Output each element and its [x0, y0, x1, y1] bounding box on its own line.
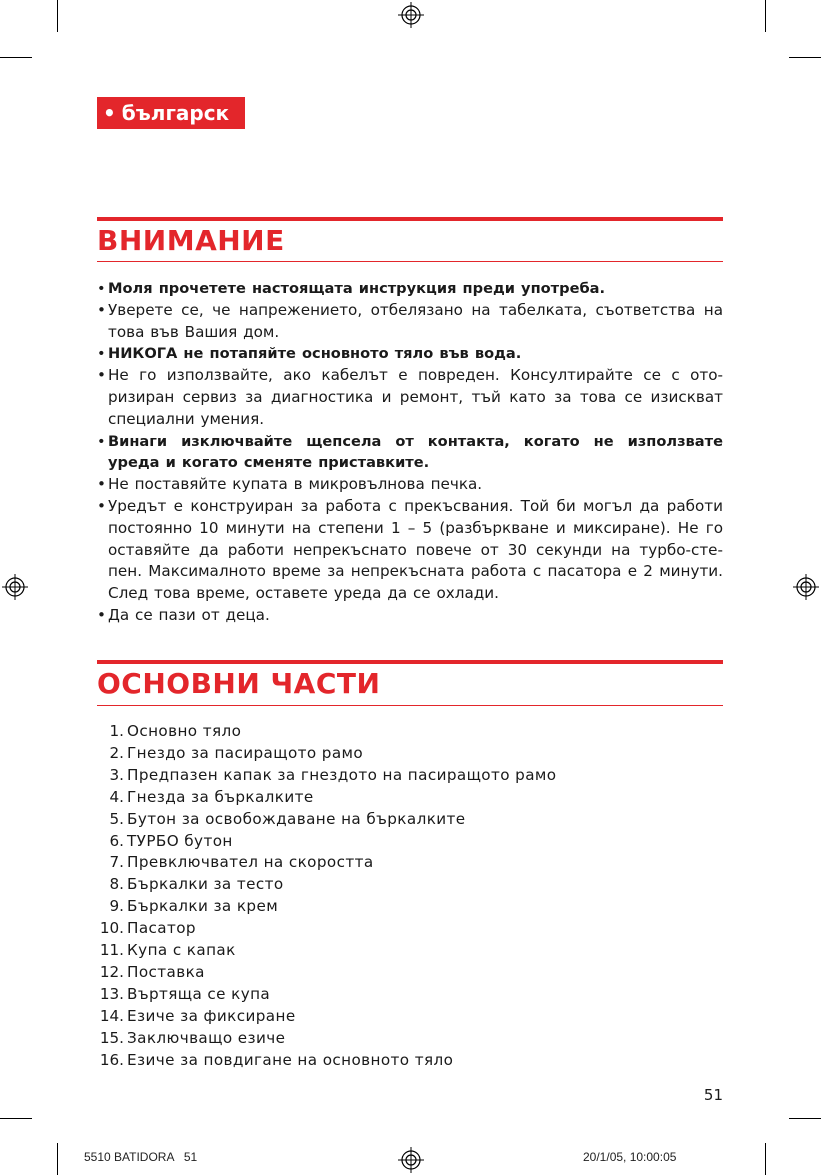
crop-mark [765, 0, 766, 32]
list-item-number: 8. [109, 875, 124, 894]
section-rule [97, 217, 723, 221]
list-item-number: 4. [109, 787, 124, 806]
list-item [97, 1028, 723, 1050]
list-item-number: 2. [109, 743, 124, 762]
warning-item: • Винаги изключвайте щепсела от контакта, когато не използвате уреда и когато сменяте приставките. [97, 431, 723, 475]
warning-item: • Да се пази от деца. [97, 605, 723, 627]
list-item-number: 12. [99, 962, 124, 981]
section-rule [97, 660, 723, 664]
list-item [97, 809, 723, 831]
list-item [97, 984, 723, 1006]
slug-left: 5510 BATIDORA 51 [84, 1150, 198, 1164]
list-item-number: 14. [99, 1006, 124, 1025]
list-item-number: 3. [109, 765, 124, 784]
list-item [97, 1006, 723, 1028]
list-item-number: 11. [99, 941, 124, 960]
list-item-number: 9. [109, 897, 124, 916]
crop-mark [57, 0, 58, 32]
list-item-text: Бъркалки за тесто [127, 875, 284, 894]
list-item-text: Основно тяло [127, 722, 242, 740]
list-item-text: Поставка [127, 962, 205, 981]
warning-item: • Не поставяйте купата в микровълнова печка. [97, 474, 723, 496]
list-item-number: 15. [99, 1028, 124, 1047]
crop-mark [0, 1118, 32, 1119]
list-item [97, 721, 723, 743]
list-item-text: Гнездо за пасиращото рамо [127, 743, 364, 762]
page-number: 51 [703, 1086, 723, 1104]
list-item-text: Пасатор [127, 919, 196, 938]
list-item-text: Въртяща се купа [127, 984, 271, 1003]
list-item-number: 13. [99, 984, 124, 1003]
list-item [97, 765, 723, 787]
crop-mark [765, 1143, 766, 1175]
list-item [97, 918, 723, 940]
slug-right: 20/1/05, 10:00:05 [583, 1150, 677, 1164]
language-tab-bullet: • [103, 101, 116, 125]
list-item [97, 787, 723, 809]
list-item-text: Бъркалки за крем [127, 897, 279, 916]
list-item-text: ТУРБО бутон [127, 831, 233, 850]
list-item [97, 896, 723, 918]
warning-item: • НИКОГА не потапяйте основното тяло във вода. [97, 343, 723, 365]
section-rule [97, 705, 723, 706]
registration-mark-icon [793, 574, 819, 600]
registration-mark-icon [398, 1147, 424, 1173]
list-item-number: 16. [99, 1050, 124, 1069]
list-item-text: Купа с капак [127, 941, 236, 960]
list-item-text: Бутон за освобождаване на бъркалките [127, 809, 466, 828]
crop-mark [789, 57, 821, 58]
list-item-number: 7. [109, 853, 124, 872]
parts-title: ОСНОВНИ ЧАСТИ [97, 667, 381, 700]
list-item-text: Превключвател на скоростта [127, 853, 374, 872]
list-item-number: 1. [109, 722, 124, 740]
warning-item: • Моля прочетете настоящата инструкция преди употреба. [97, 278, 723, 300]
list-item [97, 743, 723, 765]
list-item-number: 10. [99, 919, 124, 938]
list-item [97, 852, 723, 874]
list-item-text: Гнезда за бъркалките [127, 787, 314, 806]
list-item [97, 874, 723, 896]
warning-item: • Не го използвайте, ако кабелът е повреден. Консултирайте се с ото-ризиран сервиз за диагностика и ремонт, тъй като за това се изискват специални умения. [97, 365, 723, 430]
list-item-text: Езиче за повдигане на основното тяло [127, 1050, 454, 1069]
list-item-text: Езиче за фиксиране [127, 1006, 296, 1025]
list-item [97, 940, 723, 962]
warning-item: • Уверете се, че напрежението, отбелязано на табелката, съответства на това във Вашия дом. [97, 300, 723, 344]
language-tab-label: българск [121, 101, 230, 125]
section-rule [97, 261, 723, 262]
parts-list [97, 721, 723, 1072]
list-item-number: 6. [109, 831, 124, 850]
language-tab [97, 97, 245, 129]
list-item-text: Заключващо езиче [127, 1028, 286, 1047]
crop-mark [0, 57, 32, 58]
crop-mark [789, 1118, 821, 1119]
list-item [97, 1050, 723, 1072]
warning-title: ВНИМАНИЕ [97, 224, 285, 257]
list-item-number: 5. [109, 809, 124, 828]
warning-list [97, 278, 723, 627]
list-item [97, 831, 723, 853]
registration-mark-icon [398, 2, 424, 28]
list-item [97, 962, 723, 984]
crop-mark [57, 1143, 58, 1175]
registration-mark-icon [2, 574, 28, 600]
list-item-text: Предпазен капак за гнездото на пасиращото рамо [127, 765, 557, 784]
warning-item: • Уредът е конструиран за работа с прекъсвания. Той би могъл да работи постоянно 10 минути на степени 1 – 5 (разбъркване и миксиране). Не го оставяйте да работи непрекъснато повече от 30 секунди на турбо-сте-пен. Максималното време за непрекъсната работа с пасатора е 2 минути. След това време, оставете уреда да се охлади. [97, 496, 723, 605]
